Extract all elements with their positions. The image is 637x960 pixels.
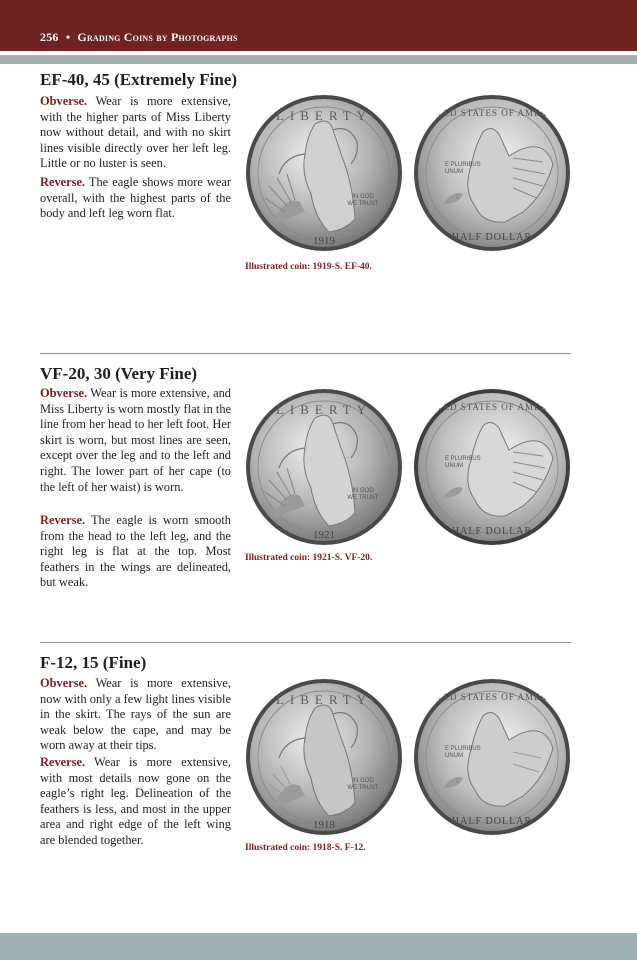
svg-text:IN GOD: IN GOD [352, 778, 374, 784]
coin-obverse-image [245, 388, 403, 546]
obverse-description [40, 676, 231, 754]
coin-obverse-image [245, 94, 403, 252]
svg-text:WE TRUST: WE TRUST [347, 201, 379, 207]
section-divider [40, 353, 571, 354]
reverse-description [40, 755, 231, 849]
svg-text:UNITED STATES OF AMERICA: UNITED STATES OF AMERICA [417, 692, 567, 702]
coin-obverse-image [245, 678, 403, 836]
svg-text:IN GOD: IN GOD [352, 488, 374, 494]
obverse-description [40, 94, 231, 172]
coin-reverse-image [413, 94, 571, 252]
coin-caption: Illustrated coin: 1918-S. F-12. [245, 843, 366, 853]
svg-text:E PLURIBUS: E PLURIBUS [445, 746, 481, 752]
header-stripe [0, 55, 637, 64]
header-bullet: • [65, 30, 71, 44]
svg-text:UNUM: UNUM [445, 753, 463, 759]
svg-text:E PLURIBUS: E PLURIBUS [445, 456, 481, 462]
obverse-label: Obverse. [40, 386, 88, 400]
reverse-description [40, 513, 231, 591]
reverse-text: The eagle is worn smooth from the head to the left leg, and the right leg is flat at the top. Most feathers in the wings are delineated, but weak. [40, 513, 231, 590]
grade-title: VF-20, 30 (Very Fine) [40, 364, 198, 383]
reverse-label: Reverse. [40, 513, 86, 527]
reverse-label: Reverse. [40, 175, 86, 189]
running-header [40, 30, 238, 45]
svg-text:WE TRUST: WE TRUST [347, 785, 379, 791]
footer-band [0, 933, 637, 960]
obverse-description [40, 386, 231, 495]
svg-text:1918: 1918 [313, 819, 335, 831]
obverse-text: Wear is more extensive, now with only a few light lines visible in the skirt. The rays of the sun are weak below the cape, and may be worn away at their tips. [40, 676, 231, 753]
svg-text:WE TRUST: WE TRUST [347, 495, 379, 501]
page-number: 256 [40, 30, 59, 44]
coin-reverse-image [413, 388, 571, 546]
svg-text:UNITED STATES OF AMERICA: UNITED STATES OF AMERICA [417, 108, 567, 118]
coin-caption: Illustrated coin: 1919-S. EF-40. [245, 262, 372, 272]
reverse-label: Reverse. [40, 755, 86, 769]
coin-reverse-image [413, 678, 571, 836]
reverse-description [40, 175, 231, 222]
svg-text:LIBERTY: LIBERTY [275, 402, 373, 417]
section-divider [40, 642, 571, 643]
obverse-label: Obverse. [40, 94, 88, 108]
svg-text:UNITED STATES OF AMERICA: UNITED STATES OF AMERICA [417, 402, 567, 412]
svg-text:UNUM: UNUM [445, 169, 463, 175]
svg-text:1921: 1921 [313, 529, 335, 541]
reverse-text: Wear is more extensive, with most details now gone on the eagle’s right leg. Delineation of the feathers is less, and most in the upper area and right edge of the left wing are blended together. [40, 755, 231, 847]
svg-text:HALF DOLLAR: HALF DOLLAR [451, 526, 533, 537]
svg-text:LIBERTY: LIBERTY [275, 108, 373, 123]
svg-text:IN GOD: IN GOD [352, 194, 374, 200]
svg-text:1919: 1919 [313, 235, 335, 247]
grade-title: F-12, 15 (Fine) [40, 653, 147, 672]
coin-caption: Illustrated coin: 1921-S. VF-20. [245, 553, 373, 563]
obverse-label: Obverse. [40, 676, 88, 690]
svg-text:LIBERTY: LIBERTY [275, 692, 373, 707]
grade-section-ef [40, 70, 571, 90]
svg-text:HALF DOLLAR: HALF DOLLAR [451, 816, 533, 827]
svg-text:E PLURIBUS: E PLURIBUS [445, 162, 481, 168]
grade-section-vf [40, 364, 571, 384]
obverse-text: Wear is more extensive, with the higher parts of Miss Liberty now without detail, and with no skirt lines visible directly over her left leg. Little or no luster is seen. [40, 94, 231, 171]
grade-title: EF-40, 45 (Extremely Fine) [40, 70, 238, 89]
reverse-text: The eagle shows more wear overall, with the highest parts of the body and left leg worn flat. [40, 175, 231, 221]
svg-text:UNUM: UNUM [445, 463, 463, 469]
grade-section-f [40, 653, 571, 673]
svg-text:HALF DOLLAR: HALF DOLLAR [451, 232, 533, 243]
obverse-text: Wear is more extensive, and Miss Liberty is worn mostly flat in the line from her head to her left foot. Her skirt is worn, but most lines are seen, except over the leg and to the left and right. The lower part of her cape (to the left of her waist) is worn. [40, 386, 232, 494]
running-title: Grading Coins by Photographs [77, 30, 238, 44]
